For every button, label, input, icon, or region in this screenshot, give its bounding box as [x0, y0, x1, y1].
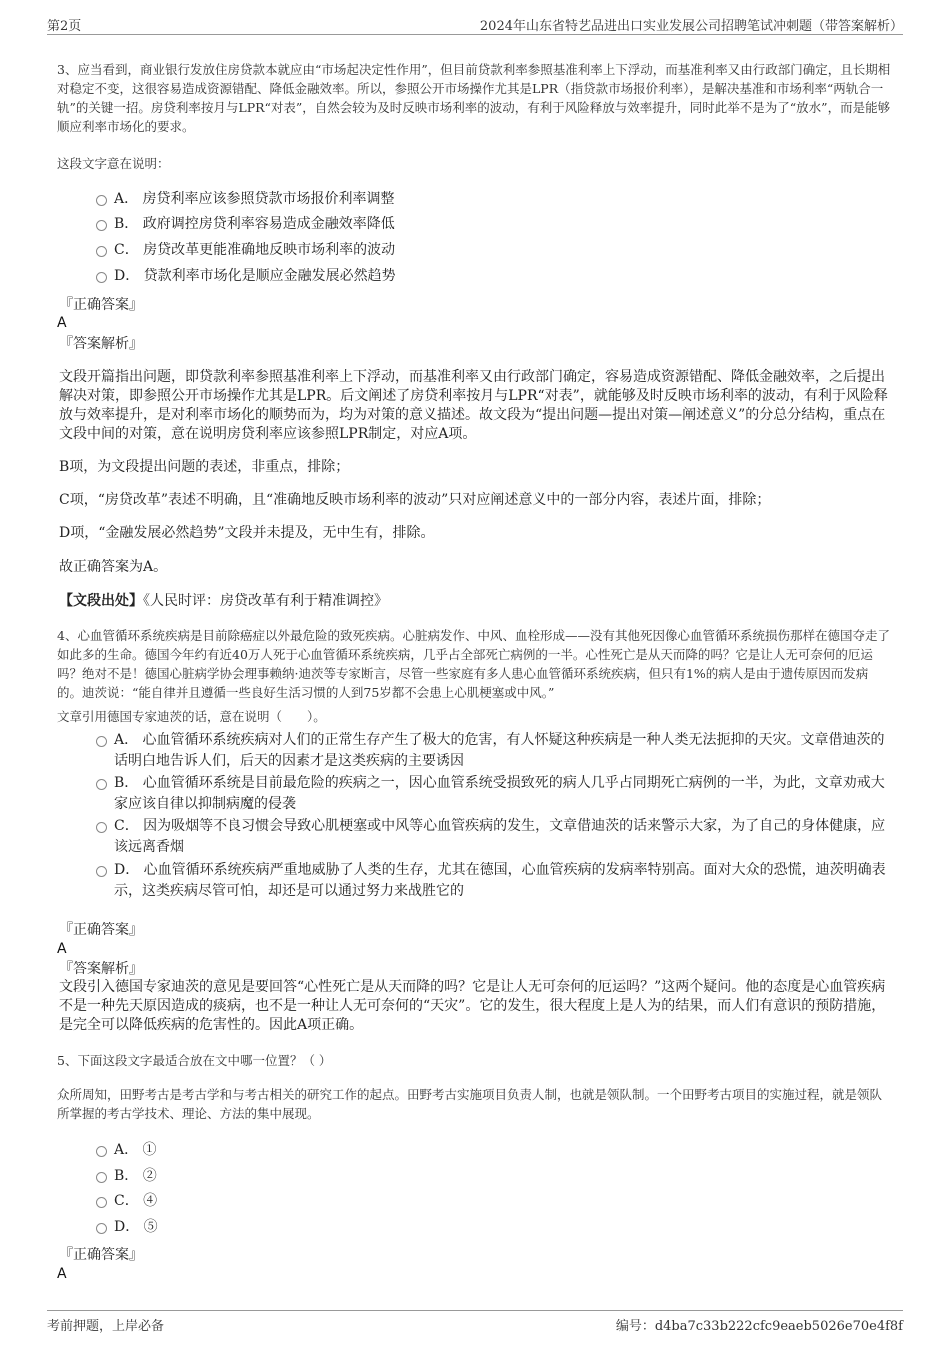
radio-icon[interactable] — [96, 866, 107, 877]
radio-icon[interactable] — [96, 1223, 107, 1234]
q3-option-c[interactable]: C． 房贷改革更能准确地反映市场利率的波动 — [96, 240, 896, 261]
q3-analysis-main: 文段开篇指出问题，即贷款利率参照基准利率上下浮动，而基准利率又由行政部门确定，容易造成资源错配、降低金融效率，之后提出解决对策，即参照公开市场操作尤其是LPR。后文阐述了房贷利率按月与LPR“对表”，就能够及时反映市场利率的波动，有利于风险释放与效率提升，是对利率市场化的顺势而为，均为对策的意义描述。故文段为“提出问题—提出对策—阐述意义”的分总分结构，重点在文段中间的对策，意在说明房贷利率应该参照LPR制定，对应A项。 — [59, 369, 888, 442]
q3-analysis-b: B项，为文段提出问题的表述，非重点，排除； — [59, 459, 350, 475]
q3-analysis-label: 『答案解析』 — [59, 336, 143, 352]
radio-icon[interactable] — [96, 1172, 107, 1183]
q3-analysis-c: C项，“房贷改革”表述不明确，且“准确地反映市场利率的波动”只对应阐述意义中的一部分内容，表述片面，排除； — [59, 492, 771, 508]
q3-question: 这段文字意在说明： — [57, 156, 170, 171]
radio-icon[interactable] — [96, 822, 107, 833]
q4-option-c[interactable]: C． 因为吸烟等不良习惯会导致心肌梗塞或中风等心血管疾病的发生，文章借迪茨的话来警示大家，为了自己的身体健康，应该远离香烟 — [96, 816, 896, 858]
radio-icon[interactable] — [96, 736, 107, 747]
q4-option-d[interactable]: D． 心血管循环系统疾病严重地威胁了人类的生存，尤其在德国，心血管疾病的发病率特别高。面对大众的恐慌，迪茨明确表示，这类疾病尽管可怕，却还是可以通过努力来战胜它的 — [96, 860, 896, 902]
q3-source-label: 【文段出处】 — [59, 593, 143, 609]
q3-source-title: 《人民时评：房贷改革有利于精准调控》 — [143, 593, 388, 609]
q4-question: 文章引用德国专家迪茨的话，意在说明（ ）。 — [57, 709, 326, 724]
document-title: 2024年山东省特艺品进出口实业发展公司招聘笔试冲刺题（带答案解析） — [479, 19, 903, 34]
q4-option-b[interactable]: B． 心血管循环系统是目前最危险的疾病之一，因心血管系统受损致死的病人几乎占同期死亡病例的一半，为此，文章劝戒大家应该自律以抑制病魔的侵袭 — [96, 773, 896, 815]
q5-option-c[interactable]: C． ④ — [96, 1191, 896, 1212]
q3-answer: A — [57, 315, 67, 331]
page-number: 第2页 — [47, 19, 82, 34]
q4-stem: 4、心血管循环系统疾病是目前除癌症以外最危险的致死疾病。心脏病发作、中风、血栓形成——没有其他死因像心血管循环系统损伤那样在德国夺走了如此多的生命。德国今年约有近40万人死于心血管循环系统疾病，几乎占全部死亡病例的一半。心性死亡是从天而降的吗？它是让人无可奈何的厄运吗？绝对不是！德国心脏病学协会理事赖纳·迪茨等专家断言，尽管一些家庭有多人患心血管循环系统疾病，但只有1%的病人是由于遗传原因而发病的。迪茨说：“能自律并且遵循一些良好生活习惯的人到75岁都不会患上心肌梗塞或中风。” — [57, 628, 890, 700]
q4-answer: A — [57, 941, 67, 957]
q4-option-a[interactable]: A． 心血管循环系统疾病对人们的正常生存产生了极大的危害，有人怀疑这种疾病是一种人类无法扼抑的天灾。文章借迪茨的话明白地告诉人们，后天的因素才是这类疾病的主要诱因 — [96, 730, 896, 772]
footer-slogan: 考前押题，上岸必备 — [47, 1319, 165, 1334]
q5-answer-label: 『正确答案』 — [59, 1247, 143, 1263]
radio-icon[interactable] — [96, 272, 107, 283]
radio-icon[interactable] — [96, 220, 107, 231]
q3-stem: 3、应当看到，商业银行发放住房贷款本就应由“市场起决定性作用”，但目前贷款利率参照基准利率上下浮动，而基准利率又由行政部门确定，且长期相对稳定不变，这很容易造成资源错配、降低金融效率。所以，参照公开市场操作尤其是LPR（指贷款市场报价利率），是解决基准和市场利率“两轨合一轨”的关键一招。房贷利率按月与LPR“对表”，自然会较为及时反映市场利率的波动，有利于风险释放与效率提升，同时此举不是为了“放水”，而是能够顺应利率市场化的要求。 — [57, 62, 891, 134]
q5-option-a[interactable]: A． ① — [96, 1140, 896, 1161]
q4-analysis: 文段引入德国专家迪茨的意见是要回答“心性死亡是从天而降的吗？它是让人无可奈何的厄运吗？”这两个疑问。他的态度是心血管疾病不是一种先天原因造成的痰病，也不是一种让人无可奈何的“天灾”。它的发生，很大程度上是人为的结果，而人们有意识的预防措施，是完全可以降低疾病的危害性的。因此A项正确。 — [59, 979, 886, 1033]
document-code: 编号：d4ba7c33b222cfc9eaeb5026e70e4f8f — [615, 1319, 903, 1334]
q3-analysis-d: D项，“金融发展必然趋势”文段并未提及，无中生有，排除。 — [59, 525, 435, 541]
q5-passage: 众所周知，田野考古是考古学和与考古相关的研究工作的起点。田野考古实施项目负责人制，也就是领队制。一个田野考古项目的实施过程，就是领队所掌握的考古学技术、理论、方法的集中展现。 — [57, 1087, 883, 1121]
page-header — [47, 14, 903, 35]
q3-analysis-conclusion: 故正确答案为A。 — [59, 559, 168, 575]
q3-option-a[interactable]: A． 房贷利率应该参照贷款市场报价利率调整 — [96, 189, 896, 210]
q3-source — [59, 592, 388, 611]
radio-icon[interactable] — [96, 1197, 107, 1208]
q3-option-b[interactable]: B． 政府调控房贷利率容易造成金融效率降低 — [96, 214, 896, 235]
q5-option-d[interactable]: D． ⑤ — [96, 1217, 896, 1238]
q4-analysis-label: 『答案解析』 — [59, 961, 143, 977]
q3-option-d[interactable]: D． 贷款利率市场化是顺应金融发展必然趋势 — [96, 266, 896, 287]
page-footer — [47, 1310, 903, 1334]
q5-option-b[interactable]: B． ② — [96, 1166, 896, 1187]
q5-stem: 5、下面这段文字最适合放在文中哪一位置？（ ） — [57, 1053, 332, 1068]
radio-icon[interactable] — [96, 246, 107, 257]
q4-answer-label: 『正确答案』 — [59, 922, 143, 938]
radio-icon[interactable] — [96, 779, 107, 790]
q3-answer-label: 『正确答案』 — [59, 297, 143, 313]
radio-icon[interactable] — [96, 1146, 107, 1157]
q5-answer: A — [57, 1266, 67, 1282]
radio-icon[interactable] — [96, 195, 107, 206]
